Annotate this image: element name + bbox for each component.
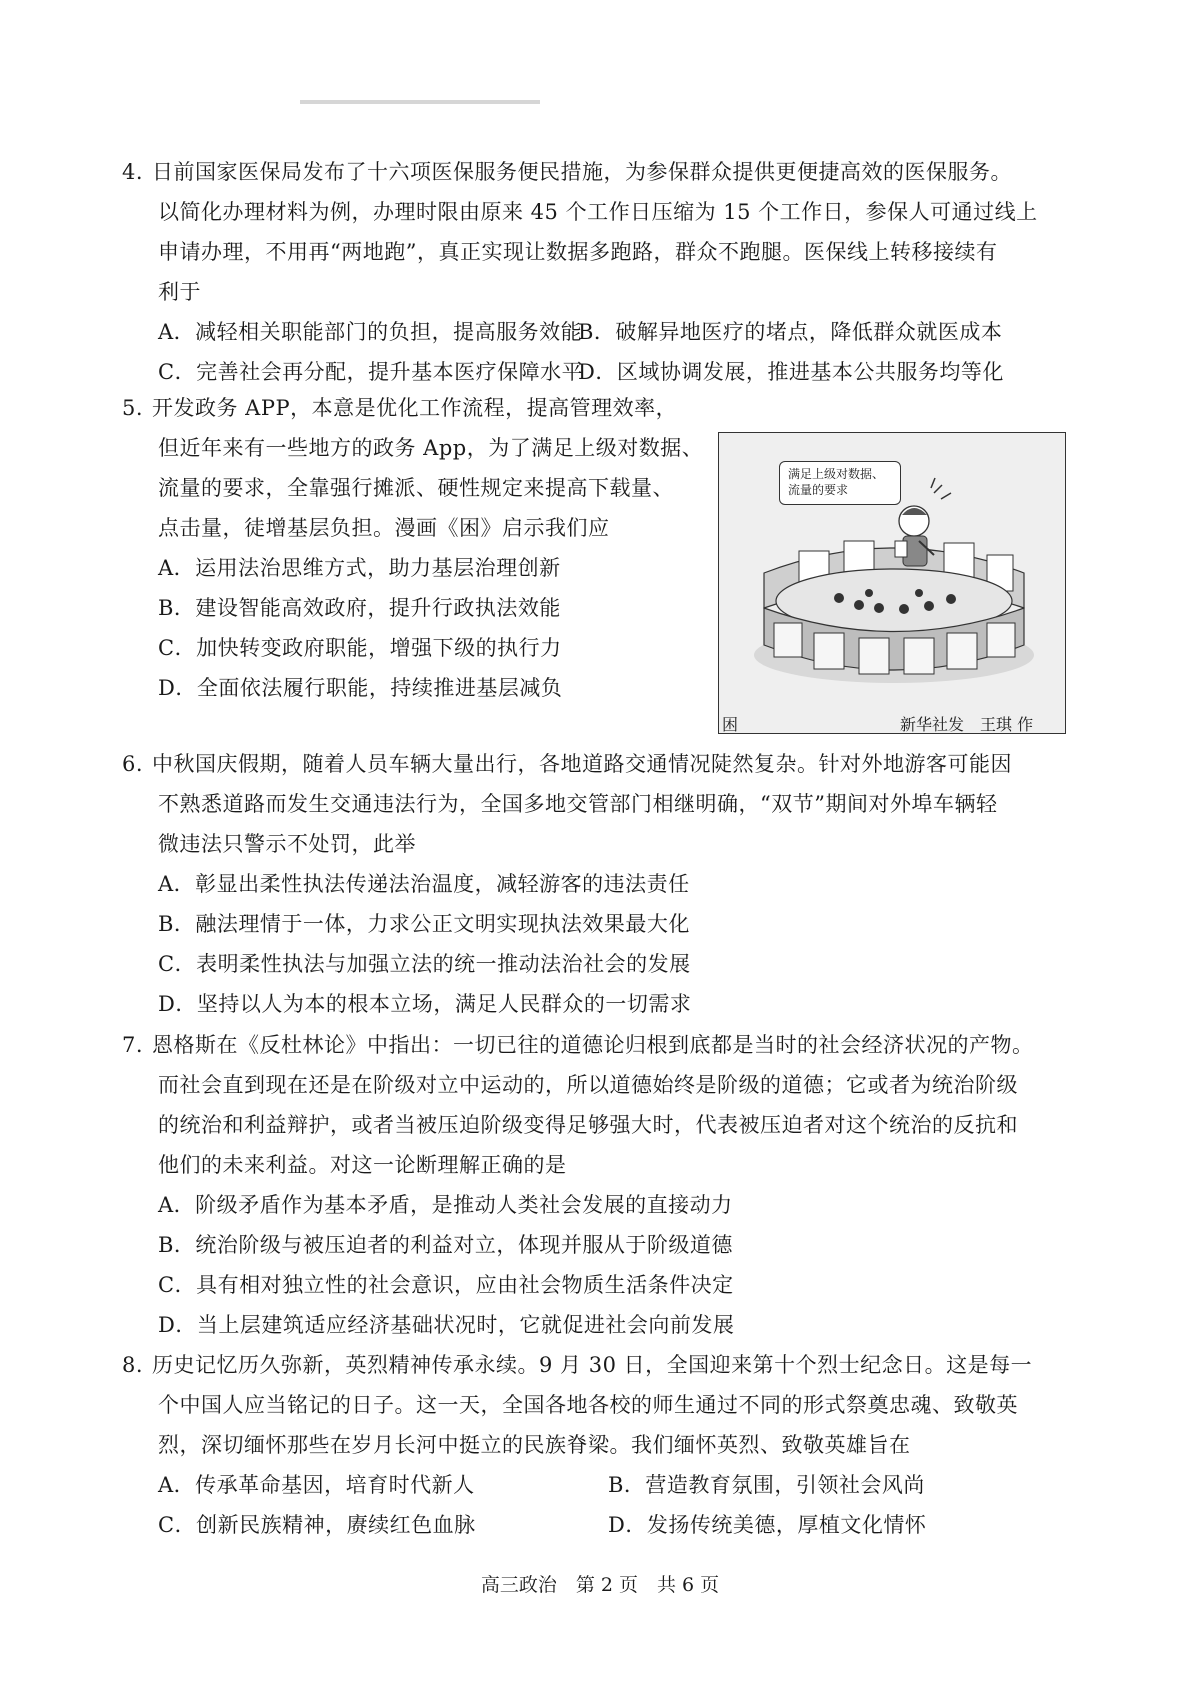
question-number: 5.	[122, 396, 144, 420]
option-c: C．表明柔性执法与加强立法的统一推动法治社会的发展	[158, 952, 691, 976]
question-stem-line: 的统治和利益辩护，或者当被压迫阶级变得足够强大时，代表被压迫者对这个统治的反抗和	[158, 1113, 1018, 1137]
question-stem-line: 6. 中秋国庆假期，随着人员车辆大量出行，各地道路交通情况陡然复杂。针对外地游客可能因	[122, 744, 1012, 784]
figure-caption-credit: 新华社发 王琪 作	[900, 715, 1034, 734]
option-d: D．坚持以人为本的根本立场，满足人民群众的一切需求	[158, 992, 692, 1016]
question-4	[122, 152, 1038, 392]
question-8	[122, 1345, 1032, 1545]
question-stem-line: 不熟悉道路而发生交通违法行为，全国多地交管部门相继明确，“双节”期间对外埠车辆轻	[158, 792, 998, 816]
question-stem-line: 流量的要求，全靠强行摊派、硬性规定来提高下载量、	[158, 476, 674, 500]
question-stem-line: 8. 历史记忆历久弥新，英烈精神传承永续。9 月 30 日，全国迎来第十个烈士纪念日。这是每一	[122, 1345, 1032, 1385]
question-number: 8.	[122, 1353, 144, 1377]
question-number: 4.	[122, 160, 144, 184]
option-b: B．破解异地医疗的堵点，降低群众就医成本	[578, 320, 1003, 344]
option-a: A．减轻相关职能部门的负担，提高服务效能	[158, 320, 583, 344]
question-stem-line: 微违法只警示不处罚，此举	[158, 832, 416, 856]
question-stem-line: 点击量，徒增基层负担。漫画《困》启示我们应	[158, 516, 610, 540]
question-stem-line: 以简化办理材料为例，办理时限由原来 45 个工作日压缩为 15 个工作日，参保人可通过线上	[158, 200, 1038, 224]
option-a: A．阶级矛盾作为基本矛盾，是推动人类社会发展的直接动力	[158, 1193, 733, 1217]
scan-artifact	[300, 100, 540, 104]
question-stem-line: 他们的未来利益。对这一论断理解正确的是	[158, 1153, 567, 1177]
option-d: D．当上层建筑适应经济基础状况时，它就促进社会向前发展	[158, 1313, 735, 1337]
option-c: C．具有相对独立性的社会意识，应由社会物质生活条件决定	[158, 1273, 734, 1297]
option-d: D．发扬传统美德，厚植文化情怀	[608, 1513, 927, 1537]
option-a: A．彰显出柔性执法传递法治温度，减轻游客的违法责任	[158, 872, 690, 896]
option-b: B．营造教育氛围，引领社会风尚	[608, 1473, 925, 1497]
question-5	[122, 388, 703, 708]
question-stem-line: 个中国人应当铭记的日子。这一天，全国各地各校的师生通过不同的形式祭奠忠魂、致敬英	[158, 1393, 1018, 1417]
option-a: A．传承革命基因，培育时代新人	[158, 1473, 475, 1497]
option-d: D．全面依法履行职能，持续推进基层减负	[158, 676, 563, 700]
question-number: 7.	[122, 1033, 144, 1057]
question-stem-line: 申请办理，不用再“两地跑”，真正实现让数据多跑路，群众不跑腿。医保线上转移接续有	[158, 240, 998, 264]
speech-bubble: 满足上级对数据、 流量的要求	[779, 461, 901, 505]
figure-caption-title: 困	[722, 715, 739, 734]
option-c: C．创新民族精神，赓续红色血脉	[158, 1513, 476, 1537]
question-stem-line: 5. 开发政务 APP，本意是优化工作流程，提高管理效率，	[122, 388, 703, 428]
question-stem-line: 4. 日前国家医保局发布了十六项医保服务便民措施，为参保群众提供更便捷高效的医保服务。	[122, 152, 1038, 192]
option-c: C．加快转变政府职能，增强下级的执行力	[158, 636, 562, 660]
option-b: B．建设智能高效政府，提升行政执法效能	[158, 596, 561, 620]
question-stem-line: 但近年来有一些地方的政务 App，为了满足上级对数据、	[158, 436, 704, 460]
question-number: 6.	[122, 752, 144, 776]
question-6	[122, 744, 1012, 1024]
question-stem-line: 烈，深切缅怀那些在岁月长河中挺立的民族脊梁。我们缅怀英烈、致敬英雄旨在	[158, 1433, 911, 1457]
option-a: A．运用法治思维方式，助力基层治理创新	[158, 556, 561, 580]
option-c: C．完善社会再分配，提升基本医疗保障水平	[158, 360, 584, 384]
question-stem-line: 而社会直到现在还是在阶级对立中运动的，所以道德始终是阶级的道德；它或者为统治阶级	[158, 1073, 1018, 1097]
cartoon-figure	[718, 432, 1066, 734]
question-stem-line: 7. 恩格斯在《反杜林论》中指出：一切已往的道德论归根到底都是当时的社会经济状况的产物。	[122, 1025, 1034, 1065]
option-b: B．融法理情于一体，力求公正文明实现执法效果最大化	[158, 912, 690, 936]
option-d: D．区域协调发展，推进基本公共服务均等化	[578, 360, 1004, 384]
question-stem-line: 利于	[158, 280, 201, 304]
page-footer: 高三政治 第 2 页 共 6 页	[480, 1574, 720, 1596]
question-7	[122, 1025, 1034, 1345]
option-b: B．统治阶级与被压迫者的利益对立，体现并服从于阶级道德	[158, 1233, 733, 1257]
